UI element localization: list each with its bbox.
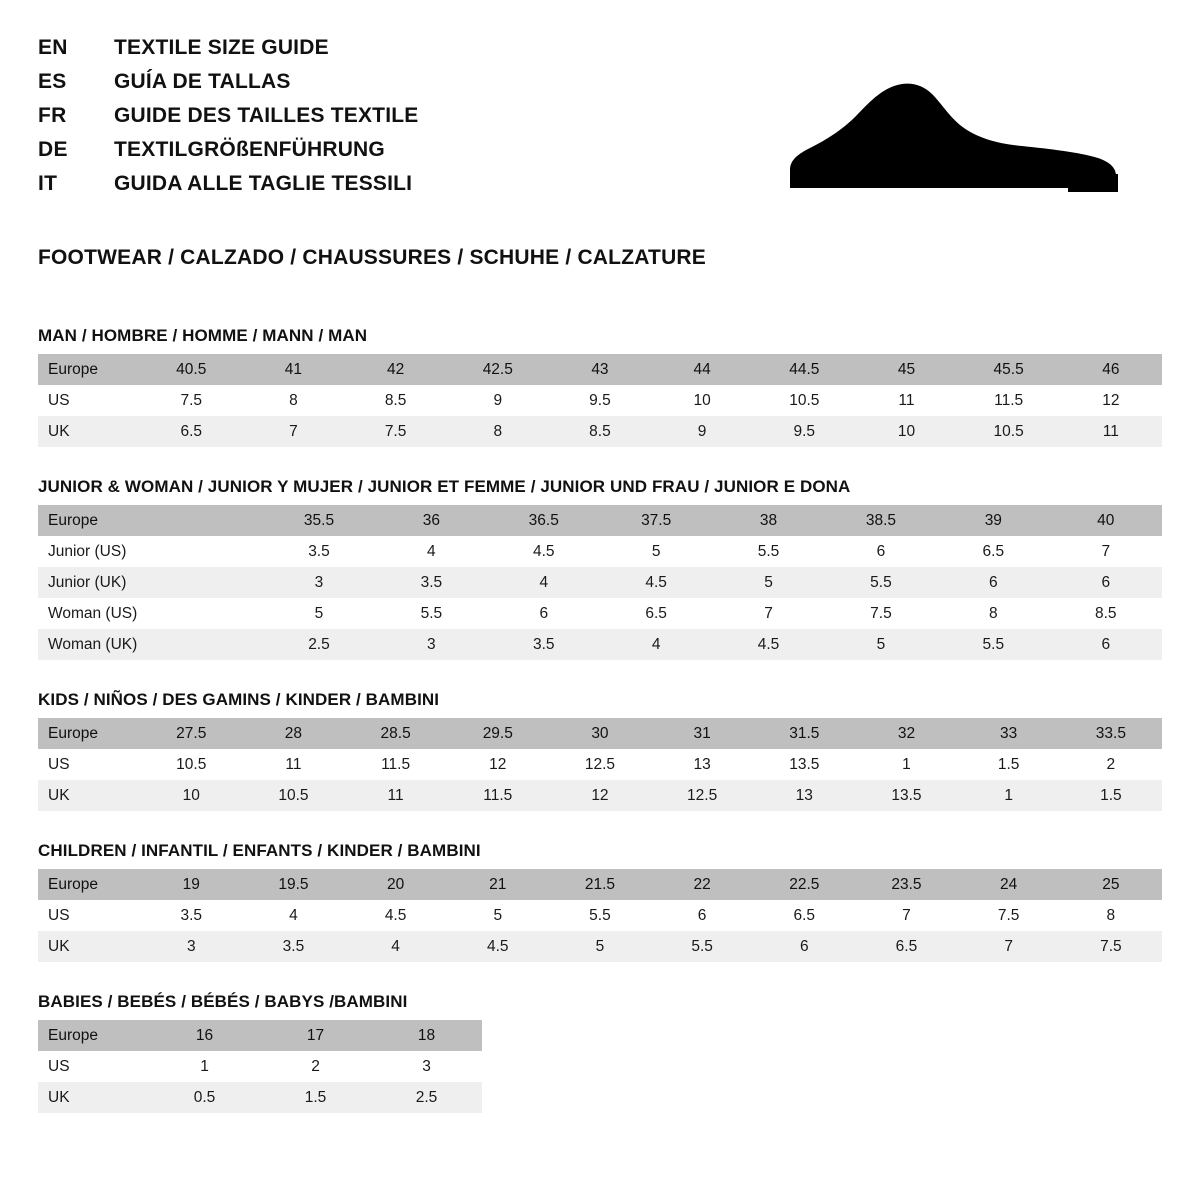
cell: 33 [958, 718, 1060, 749]
cell: 4.5 [712, 629, 824, 660]
cell: 31.5 [753, 718, 855, 749]
language-title: TEXTILGRÖßENFÜHRUNG [114, 138, 385, 161]
cell: 3.5 [375, 567, 487, 598]
cell: 23.5 [855, 869, 957, 900]
cell: 7.5 [345, 416, 447, 447]
cell: 5 [825, 629, 937, 660]
language-titles [38, 36, 418, 206]
cell: 1.5 [958, 749, 1060, 780]
cell: 12 [447, 749, 549, 780]
cell: 11 [855, 385, 957, 416]
language-row [38, 70, 418, 104]
language-code: EN [38, 36, 68, 59]
section-man [38, 326, 1162, 447]
cell: 3.5 [263, 536, 375, 567]
cell: 5 [549, 931, 651, 962]
section-title: MAN / HOMBRE / HOMME / MANN / MAN [38, 326, 368, 345]
cell: 10 [651, 385, 753, 416]
cell: 5 [712, 567, 824, 598]
cell: 4 [242, 900, 344, 931]
cell: 8.5 [345, 385, 447, 416]
row-label: US [38, 385, 140, 416]
cell: 40 [1050, 505, 1162, 536]
table-row [38, 1051, 482, 1082]
cell: 4.5 [447, 931, 549, 962]
cell: 9 [651, 416, 753, 447]
cell: 3 [371, 1051, 482, 1082]
dress-shoe-icon [772, 58, 1132, 218]
cell: 40.5 [140, 354, 242, 385]
cell: 5.5 [825, 567, 937, 598]
size-table [38, 505, 1162, 660]
cell: 6 [825, 536, 937, 567]
cell: 39 [937, 505, 1049, 536]
cell: 8.5 [1050, 598, 1162, 629]
table-row [38, 505, 1162, 536]
row-label: Junior (US) [38, 536, 150, 567]
table-row [38, 749, 1162, 780]
section-kids [38, 690, 1162, 811]
cell: 24 [958, 869, 1060, 900]
row-label: UK [38, 780, 140, 811]
size-table [38, 1020, 482, 1113]
cell: 8 [447, 416, 549, 447]
cell: 11 [345, 780, 447, 811]
cell: 3.5 [140, 900, 242, 931]
cell: 30 [549, 718, 651, 749]
cell: 5.5 [549, 900, 651, 931]
cell: 37.5 [600, 505, 712, 536]
cell: 8 [1060, 900, 1162, 931]
row-label: Junior (UK) [38, 567, 150, 598]
language-row [38, 172, 418, 206]
row-label: US [38, 749, 140, 780]
cell: 5.5 [375, 598, 487, 629]
cell: 7.5 [958, 900, 1060, 931]
cell: 17 [260, 1020, 371, 1051]
cell: 6 [488, 598, 600, 629]
cell: 11.5 [345, 749, 447, 780]
cell: 6 [753, 931, 855, 962]
cell: 19.5 [242, 869, 344, 900]
table-row [38, 416, 1162, 447]
cell: 2.5 [263, 629, 375, 660]
cell: 11 [242, 749, 344, 780]
cell: 5.5 [937, 629, 1049, 660]
cell: 20 [345, 869, 447, 900]
cell: 5.5 [712, 536, 824, 567]
cell: 3.5 [242, 931, 344, 962]
cell: 12 [1060, 385, 1162, 416]
cell: 7.5 [1060, 931, 1162, 962]
language-title: TEXTILE SIZE GUIDE [114, 36, 329, 59]
section-babies [38, 992, 1162, 1113]
cell: 6 [1050, 567, 1162, 598]
cell: 42 [345, 354, 447, 385]
cell: 36.5 [488, 505, 600, 536]
cell: 13 [651, 749, 753, 780]
cell: 11.5 [447, 780, 549, 811]
cell: 5.5 [651, 931, 753, 962]
cell: 8 [937, 598, 1049, 629]
cell: 10.5 [958, 416, 1060, 447]
cell: 44.5 [753, 354, 855, 385]
table-row [38, 629, 1162, 660]
category-title: FOOTWEAR / CALZADO / CHAUSSURES / SCHUHE / CALZATURE [38, 246, 707, 269]
cell: 3 [140, 931, 242, 962]
cell: 12.5 [651, 780, 753, 811]
table-row [38, 869, 1162, 900]
table-row [38, 598, 1162, 629]
cell: 27.5 [140, 718, 242, 749]
cell: 19 [140, 869, 242, 900]
language-code: IT [38, 172, 58, 195]
cell: 0.5 [149, 1082, 260, 1113]
section-junior-woman [38, 477, 1162, 660]
language-title: GUÍA DE TALLAS [114, 70, 291, 93]
cell: 3 [263, 567, 375, 598]
section-title: JUNIOR & WOMAN / JUNIOR Y MUJER / JUNIOR ET FEMME / JUNIOR UND FRAU / JUNIOR E DONA [38, 477, 851, 496]
cell: 6 [937, 567, 1049, 598]
cell: 11.5 [958, 385, 1060, 416]
table-row [38, 1020, 482, 1051]
row-label: Europe [38, 718, 140, 749]
language-row [38, 138, 418, 172]
language-code: FR [38, 104, 67, 127]
row-label: UK [38, 416, 140, 447]
table-row [38, 536, 1162, 567]
language-title: GUIDE DES TAILLES TEXTILE [114, 104, 419, 127]
cell: 11 [1060, 416, 1162, 447]
cell: 3 [375, 629, 487, 660]
cell: 46 [1060, 354, 1162, 385]
cell: 8 [242, 385, 344, 416]
cell: 5 [447, 900, 549, 931]
size-table [38, 869, 1162, 962]
cell: 4.5 [488, 536, 600, 567]
cell: 4 [345, 931, 447, 962]
cell: 16 [149, 1020, 260, 1051]
row-label: UK [38, 931, 140, 962]
language-row [38, 36, 418, 70]
cell: 7 [855, 900, 957, 931]
cell: 1 [149, 1051, 260, 1082]
language-code: DE [38, 138, 68, 161]
cell: 32 [855, 718, 957, 749]
cell: 6.5 [937, 536, 1049, 567]
cell: 21.5 [549, 869, 651, 900]
section-title: KIDS / NIÑOS / DES GAMINS / KINDER / BAMBINI [38, 690, 440, 709]
cell: 41 [242, 354, 344, 385]
row-label: Europe [38, 869, 140, 900]
size-tables [38, 326, 1162, 1113]
language-row [38, 104, 418, 138]
cell: 38 [712, 505, 824, 536]
cell: 5 [263, 598, 375, 629]
cell: 9 [447, 385, 549, 416]
cell: 42.5 [447, 354, 549, 385]
cell: 45.5 [958, 354, 1060, 385]
cell: 13 [753, 780, 855, 811]
cell: 8.5 [549, 416, 651, 447]
row-label: Woman (US) [38, 598, 150, 629]
section-title: CHILDREN / INFANTIL / ENFANTS / KINDER / BAMBINI [38, 841, 481, 860]
cell: 6.5 [140, 416, 242, 447]
cell: 4.5 [600, 567, 712, 598]
cell: 6 [1050, 629, 1162, 660]
cell: 1 [855, 749, 957, 780]
cell: 10 [855, 416, 957, 447]
table-row [38, 385, 1162, 416]
table-row [38, 718, 1162, 749]
cell: 1.5 [1060, 780, 1162, 811]
size-table [38, 718, 1162, 811]
cell: 38.5 [825, 505, 937, 536]
cell: 2 [260, 1051, 371, 1082]
cell: 7.5 [825, 598, 937, 629]
cell: 4 [375, 536, 487, 567]
cell: 3.5 [488, 629, 600, 660]
row-label: US [38, 900, 140, 931]
cell: 43 [549, 354, 651, 385]
row-label: US [38, 1051, 149, 1082]
cell: 28 [242, 718, 344, 749]
cell: 1.5 [260, 1082, 371, 1113]
cell: 29.5 [447, 718, 549, 749]
cell: 4.5 [345, 900, 447, 931]
cell [150, 536, 262, 567]
cell: 10.5 [242, 780, 344, 811]
cell: 4 [600, 629, 712, 660]
cell: 33.5 [1060, 718, 1162, 749]
cell [150, 629, 262, 660]
cell: 13.5 [855, 780, 957, 811]
cell: 10 [140, 780, 242, 811]
cell: 6.5 [600, 598, 712, 629]
cell: 5 [600, 536, 712, 567]
cell: 7 [1050, 536, 1162, 567]
cell: 6.5 [855, 931, 957, 962]
cell: 22 [651, 869, 753, 900]
cell: 25 [1060, 869, 1162, 900]
cell: 1 [958, 780, 1060, 811]
section-title: BABIES / BEBÉS / BÉBÉS / BABYS /BAMBINI [38, 992, 408, 1011]
row-label: Europe [38, 354, 140, 385]
section-children [38, 841, 1162, 962]
cell: 7 [958, 931, 1060, 962]
language-title: GUIDA ALLE TAGLIE TESSILI [114, 172, 413, 195]
table-row [38, 900, 1162, 931]
page-header [38, 32, 1162, 218]
cell: 2.5 [371, 1082, 482, 1113]
cell: 4 [488, 567, 600, 598]
cell: 7.5 [140, 385, 242, 416]
cell: 6 [651, 900, 753, 931]
cell: 36 [375, 505, 487, 536]
cell: 12 [549, 780, 651, 811]
table-row [38, 780, 1162, 811]
cell: 21 [447, 869, 549, 900]
table-row [38, 931, 1162, 962]
cell: 7 [712, 598, 824, 629]
cell: 10.5 [753, 385, 855, 416]
table-row [38, 354, 1162, 385]
cell: 18 [371, 1020, 482, 1051]
cell: 35.5 [263, 505, 375, 536]
row-label: Europe [38, 505, 150, 536]
table-row [38, 1082, 482, 1113]
row-label: Europe [38, 1020, 149, 1051]
cell: 9.5 [753, 416, 855, 447]
cell [150, 598, 262, 629]
cell: 28.5 [345, 718, 447, 749]
cell: 22.5 [753, 869, 855, 900]
cell: 6.5 [753, 900, 855, 931]
cell: 31 [651, 718, 753, 749]
row-label: UK [38, 1082, 149, 1113]
language-code: ES [38, 70, 67, 93]
cell: 10.5 [140, 749, 242, 780]
cell: 44 [651, 354, 753, 385]
cell: 7 [242, 416, 344, 447]
row-label: Woman (UK) [38, 629, 150, 660]
size-table [38, 354, 1162, 447]
table-row [38, 567, 1162, 598]
cell: 12.5 [549, 749, 651, 780]
cell: 45 [855, 354, 957, 385]
cell: 13.5 [753, 749, 855, 780]
cell [150, 505, 262, 536]
cell: 2 [1060, 749, 1162, 780]
cell [150, 567, 262, 598]
cell: 9.5 [549, 385, 651, 416]
